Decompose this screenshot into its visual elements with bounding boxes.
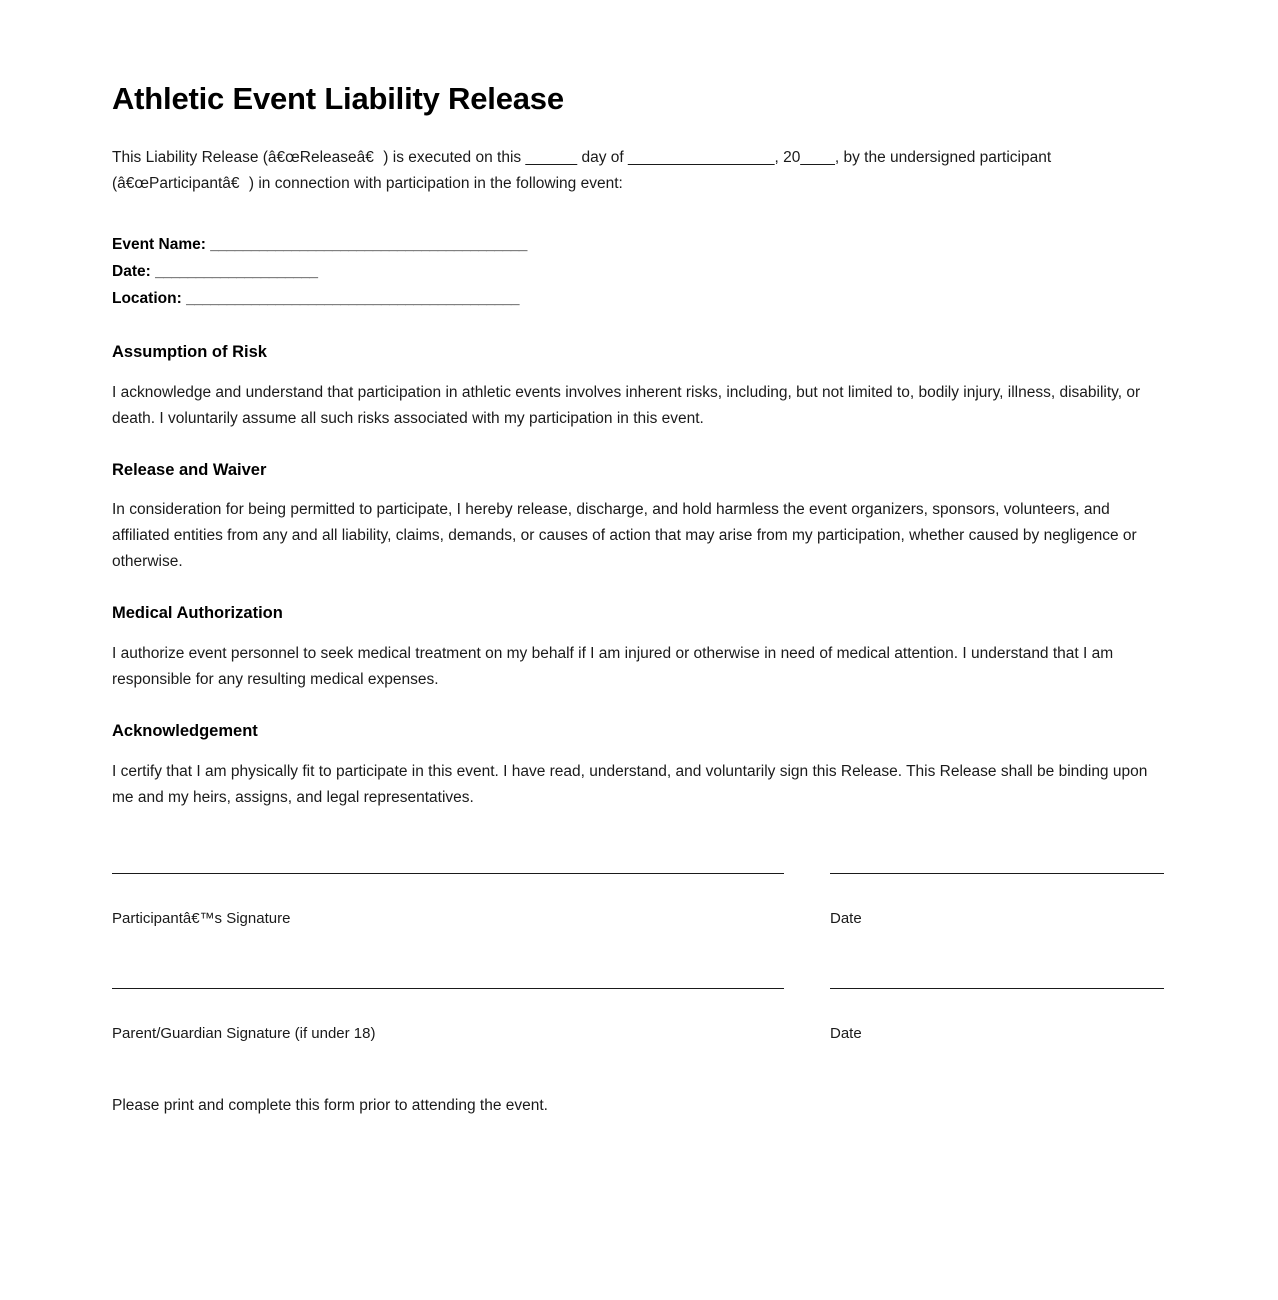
event-details-fields	[112, 231, 1166, 312]
field-date-label: Date:	[112, 263, 151, 281]
guardian-date-label: Date	[830, 1024, 862, 1042]
section-body-assumption-of-risk: I acknowledge and understand that participation in athletic events involves inherent risks, including, but not limited to, bodily injury, illness, disability, or death. I voluntarily assume all such risks associated with my participation in this event.	[112, 383, 1141, 427]
field-location-label: Location:	[112, 290, 182, 308]
signature-row-guardian	[112, 988, 1166, 1045]
field-location	[112, 285, 1166, 312]
guardian-signature-line[interactable]	[112, 988, 784, 989]
signature-row-participant	[112, 873, 1166, 930]
section-heading-release-and-waiver: Release and Waiver	[112, 460, 267, 479]
page-title: Athletic Event Liability Release	[112, 81, 564, 116]
field-location-blank[interactable]: _________________________________________	[186, 290, 519, 308]
guardian-signature-cell	[112, 988, 784, 1045]
section-acknowledgement	[112, 721, 1166, 811]
participant-signature-label: Participantâ€™s Signature	[112, 909, 291, 927]
field-date-blank[interactable]: ____________________	[155, 263, 318, 281]
participant-date-line[interactable]	[830, 873, 1164, 874]
section-medical-authorization	[112, 603, 1166, 693]
signature-block	[112, 873, 1166, 1045]
guardian-date-cell	[830, 988, 1164, 1045]
participant-date-cell	[830, 873, 1164, 930]
participant-signature-cell	[112, 873, 784, 930]
field-event-name-label: Event Name:	[112, 236, 206, 254]
intro-paragraph: This Liability Release (â€œReleaseâ€) is executed on this ______ day of _________________, 20____, by the undersigned participant (â€œParticipantâ€) in connection with participation in the following event:	[112, 149, 1052, 193]
section-body-acknowledgement: I certify that I am physically fit to participate in this event. I have read, understand, and voluntarily sign this Release. This Release shall be binding upon me and my heirs, assigns, and legal representatives.	[112, 762, 1148, 806]
participant-signature-line[interactable]	[112, 873, 784, 874]
section-release-and-waiver	[112, 460, 1166, 576]
section-heading-acknowledgement: Acknowledgement	[112, 722, 258, 741]
field-event-name-blank[interactable]: _______________________________________	[210, 236, 527, 254]
section-body-medical-authorization: I authorize event personnel to seek medical treatment on my behalf if I am injured or otherwise in need of medical attention. I understand that I am responsible for any resulting medical expenses.	[112, 645, 1114, 689]
participant-date-label: Date	[830, 909, 862, 927]
footnote-text: Please print and complete this form prior to attending the event.	[112, 1096, 548, 1114]
guardian-signature-label: Parent/Guardian Signature (if under 18)	[112, 1024, 376, 1042]
section-assumption-of-risk	[112, 342, 1166, 432]
guardian-date-line[interactable]	[830, 988, 1164, 989]
section-body-release-and-waiver: In consideration for being permitted to participate, I hereby release, discharge, and hold harmless the event organizers, sponsors, volunteers, and affiliated entities from any and all liability, claims, demands, or causes of action that may arise from my participation, whether caused by negligence or otherwise.	[112, 501, 1137, 571]
field-date	[112, 258, 1166, 285]
field-event-name	[112, 231, 1166, 258]
section-heading-medical-authorization: Medical Authorization	[112, 604, 283, 623]
section-heading-assumption-of-risk: Assumption of Risk	[112, 343, 267, 362]
